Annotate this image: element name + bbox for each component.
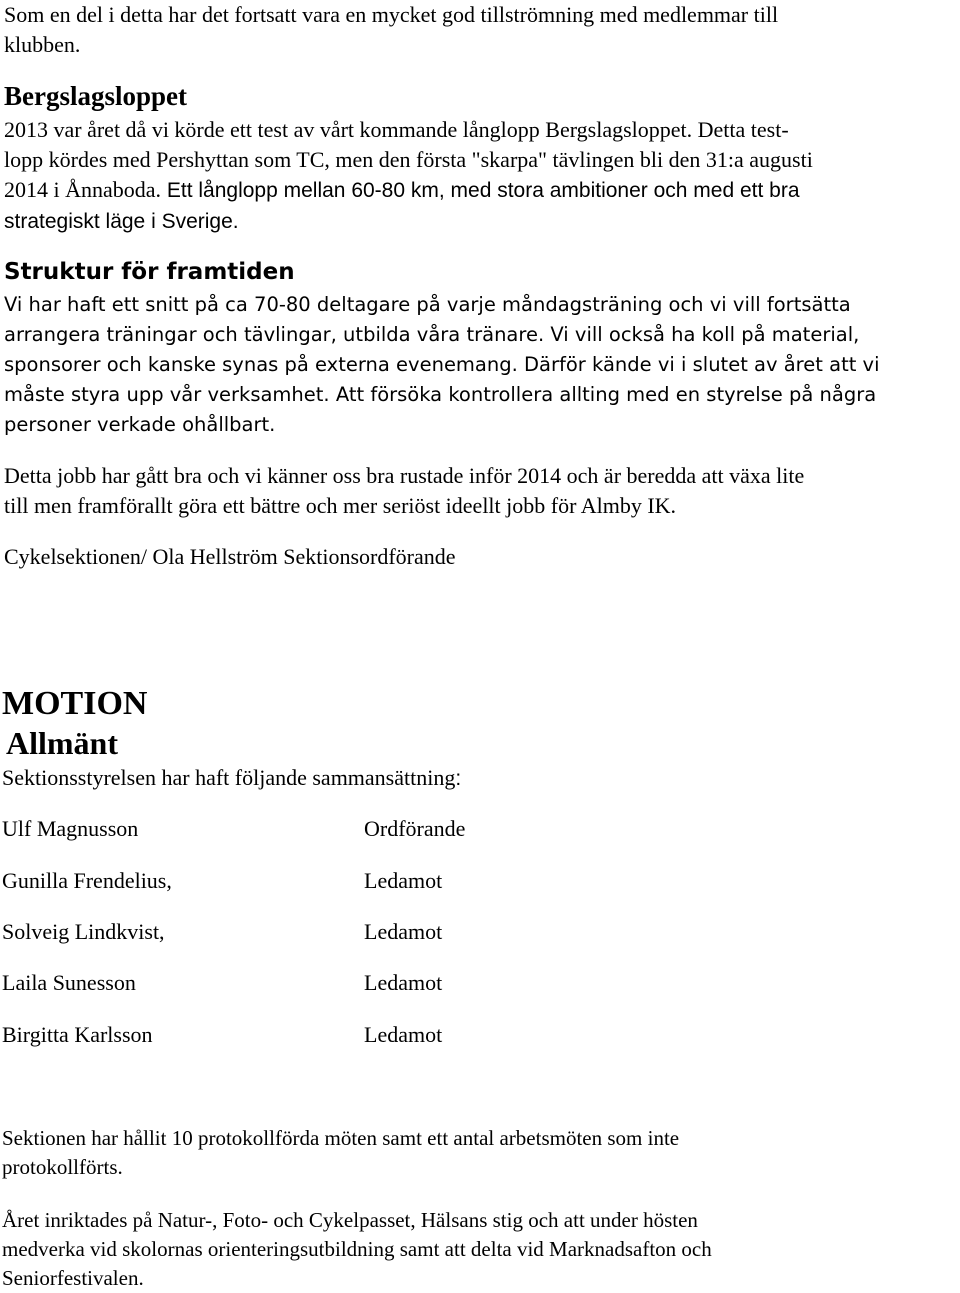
year-paragraph [2, 1206, 712, 1293]
member-role: Ledamot [364, 1022, 443, 1047]
board-intro-text: Sektionsstyrelsen har haft följande sammansättning [2, 765, 456, 790]
outlook-paragraph [4, 461, 804, 521]
struktur-paragraph [4, 290, 880, 440]
intro-paragraph [4, 0, 778, 60]
struktur-line-2b: Vi vill också ha koll på material, [544, 323, 860, 346]
year-line-2: medverka vid skolornas orienteringsutbildning samt att delta vid Marknadsafton och [2, 1237, 712, 1261]
motion-heading: MOTION [2, 685, 148, 722]
member-role: Ledamot [364, 919, 443, 944]
struktur-line-1: Vi har haft ett snitt på ca 70-80 deltagare på varje måndagsträning och vi vill fortsätta [4, 293, 851, 316]
bergslag-line-3a: 2014 i Ånnaboda. [4, 177, 162, 202]
board-intro [2, 763, 461, 794]
struktur-line-4a: måste styra upp vår verksamhet. [4, 383, 330, 406]
member-role: Ledamot [364, 868, 443, 893]
year-line-1: Året inriktades på Natur-, Foto- och Cykelpasset, Hälsans stig och att under hösten [2, 1208, 698, 1232]
intro-line-2: klubben. [4, 32, 81, 57]
bergslag-line-1: 2013 var året då vi körde ett test av vårt kommande långlopp Bergslagsloppet. Detta test- [4, 117, 789, 142]
member-role: Ledamot [364, 970, 443, 995]
struktur-line-2a: arrangera träningar och tävlingar, utbilda våra tränare. [4, 323, 545, 346]
struktur-line-5: personer verkade ohållbart. [4, 413, 276, 436]
struktur-line-3a: sponsorer och kanske synas på externa evenemang. [4, 353, 518, 376]
outlook-line-1: Detta jobb har gått bra och vi känner oss bra rustade inför 2014 och är beredda att växa lite [4, 463, 805, 488]
member-name: Solveig Lindkvist, [2, 919, 165, 944]
board-intro-colon: : [455, 767, 462, 790]
meetings-line-2: protokollförts. [2, 1155, 123, 1179]
meetings-line-1: Sektionen har hållit 10 protokollförda möten samt ett antal arbetsmöten som inte [2, 1126, 680, 1150]
signature: Cykelsektionen/ Ola Hellström Sektionsordförande [4, 544, 456, 569]
struktur-line-4b: Att försöka kontrollera allting med en styrelse på några [329, 383, 877, 406]
member-name: Laila Sunesson [2, 970, 136, 995]
bergslag-heading: Bergslagsloppet [4, 81, 188, 111]
allmant-heading: Allmänt [6, 725, 118, 761]
bergslag-paragraph [4, 115, 813, 237]
bergslag-line-4: strategiskt läge i Sverige. [4, 210, 239, 233]
meetings-paragraph [2, 1124, 679, 1182]
bergslag-line-3b: Ett långlopp mellan 60-80 km, med stora ambitioner och med ett bra [161, 179, 800, 202]
outlook-line-2: till men framförallt göra ett bättre och mer seriöst ideellt jobb för Almby IK. [4, 493, 677, 518]
member-name: Ulf Magnusson [2, 816, 139, 841]
member-name: Gunilla Frendelius, [2, 868, 172, 893]
intro-line-1: Som en del i detta har det fortsatt vara en mycket god tillströmning med medlemmar till [4, 2, 779, 27]
bergslag-line-2: lopp kördes med Pershyttan som TC, men den första "skarpa" tävlingen bli den 31:a augusti [4, 147, 813, 172]
member-name: Birgitta Karlsson [2, 1022, 153, 1047]
year-line-3: Seniorfestivalen. [2, 1266, 144, 1290]
struktur-line-3b: Därför kände vi i slutet av året att vi [517, 353, 880, 376]
member-role: Ordförande [364, 816, 466, 841]
struktur-heading: Struktur för framtiden [4, 259, 295, 285]
